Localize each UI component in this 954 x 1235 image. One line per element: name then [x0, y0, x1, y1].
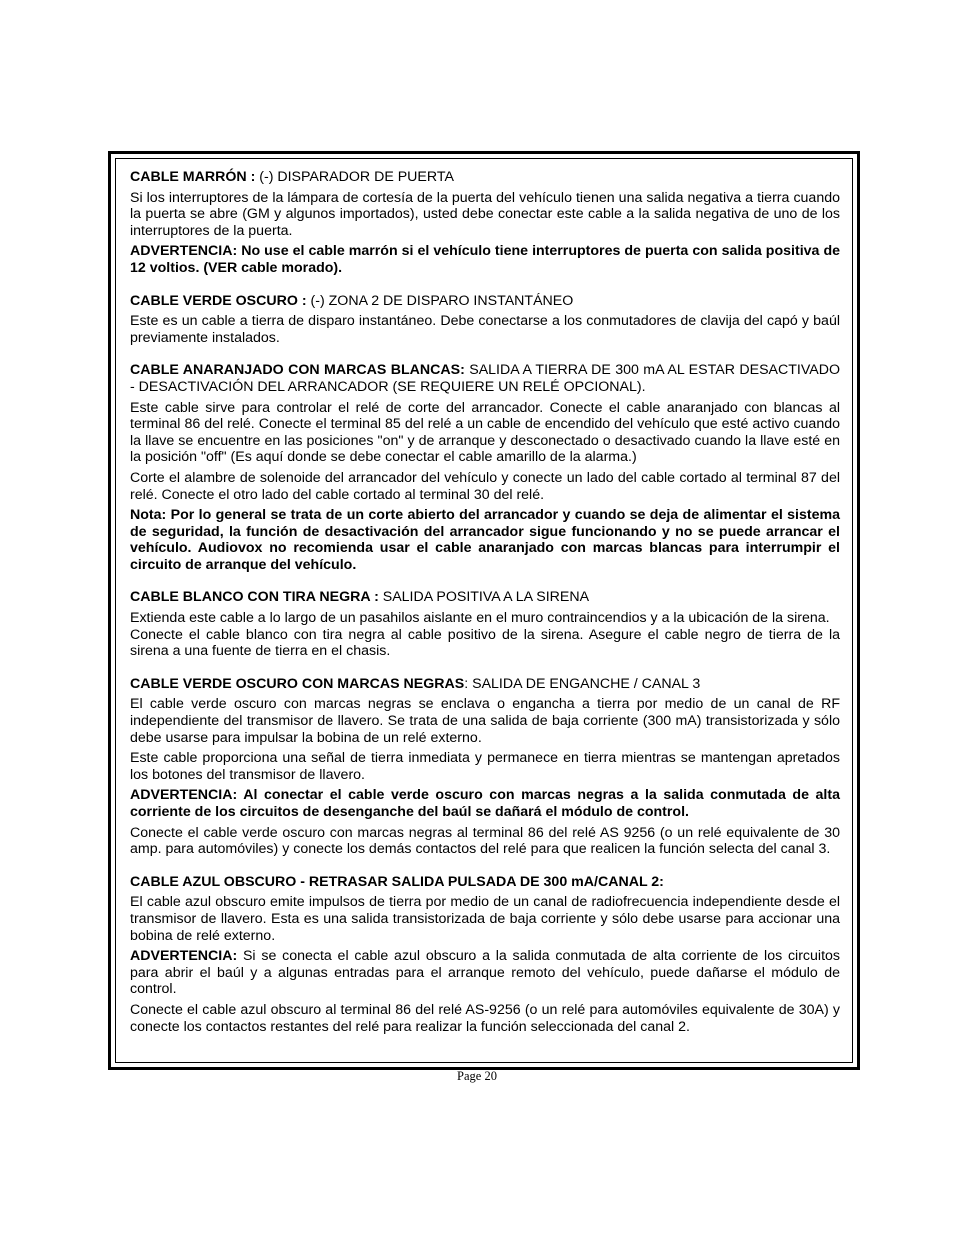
- section-label: CABLE ANARANJADO CON MARCAS BLANCAS:: [130, 362, 465, 379]
- section-label: CABLE VERDE OSCURO CON MARCAS NEGRAS: [130, 675, 465, 692]
- section-body: Este cable sirve para controlar el relé de corte del arrancador. Conecte el cable anaranjado con blancas al terminal 86 del relé. Conecte el terminal 85 del relé a un cable de encendido del vehículo que esté activo cuando la llave se encuentre en las posiciones "on" y de arranque y desconectado o desactivado cuando la llave esté en la posición "off" (Es aquí donde se debe conectar el cable amarillo de la alarma.): [130, 399, 840, 466]
- document-inner-border: [115, 158, 853, 1063]
- section-note: Nota: Por lo general se trata de un corte abierto del arrancador y cuando se deja de alimentar el sistema de seguridad, la función de desactivación del arrancador sigue funcionando y no se puede arrancar el vehículo. Audiovox no recomienda usar el cable anaranjado con marcas blancas para interrumpir el circuito de arranque del vehículo.: [130, 507, 840, 573]
- section-warning: ADVERTENCIA: No use el cable marrón si el vehículo tiene interruptores de puerta con salida positiva de 12 voltios. (VER cable morado).: [130, 243, 840, 276]
- section-heading: [130, 293, 840, 310]
- section-body: Conecte el cable azul obscuro al terminal 86 del relé AS-9256 (o un relé para automóviles equivalente de 30A) y conecte los contactos restantes del relé para realizar la función seleccionada del canal 2.: [130, 1001, 840, 1035]
- section-heading: [130, 589, 840, 606]
- section-brown-cable: [130, 169, 840, 277]
- section-body: El cable verde oscuro con marcas negras se enclava o engancha a tierra por medio de un canal de RF independiente del transmisor de llavero. Se trata de una salida de baja corriente (300 mA) transistorizada y sólo debe usarse para impulsar la bobina de un relé externo.: [130, 696, 840, 746]
- section-label: CABLE MARRÓN :: [130, 169, 256, 185]
- section-body: Conecte el cable blanco con tira negra al cable positivo de la sirena. Asegure el cable negro de tierra de la sirena a una fuente de tierra en el chasis.: [130, 626, 840, 660]
- section-orange-white-cable: [130, 362, 840, 573]
- section-heading: [130, 362, 840, 395]
- section-body: El cable azul obscuro emite impulsos de tierra por medio de un canal de radiofrecuencia independiente desde el transmisor de llavero. Esta es una salida transistorizada de baja corriente y sólo debe usarse para accionar una bobina de relé externo.: [130, 894, 840, 944]
- section-heading: [130, 169, 840, 186]
- section-dark-green-cable: [130, 293, 840, 347]
- section-body: Corte el alambre de solenoide del arrancador del vehículo y conecte un lado del cable cortado al terminal 87 del relé. Conecte el otro lado del cable cortado al terminal 30 del relé.: [130, 469, 840, 503]
- section-label: CABLE VERDE OSCURO :: [130, 292, 307, 309]
- warning-label: ADVERTENCIA:: [130, 948, 238, 965]
- section-body: Si los interruptores de la lámpara de cortesía de la puerta del vehículo tienen una salida negativa a tierra cuando la puerta se abre (GM y algunos importados), usted debe conectar este cable a la salida negativa de uno de los interruptores de la puerta.: [130, 189, 840, 239]
- section-heading: [130, 676, 840, 693]
- section-title: (-) DISPARADOR DE PUERTA: [255, 169, 454, 185]
- section-dark-blue-cable: [130, 874, 840, 1035]
- section-warning: [130, 948, 840, 998]
- section-title: : SALIDA DE ENGANCHE / CANAL 3: [464, 675, 701, 692]
- page-number: Page 20: [457, 1069, 497, 1083]
- warning-text: Si se conecta el cable azul obscuro a la salida conmutada de alta corriente de los circuitos para abrir el baúl y a algunas entradas para el arranque remoto del vehículo, puede dañarse el módulo de control.: [130, 948, 840, 998]
- document-content: [130, 169, 840, 1051]
- section-body: Este es un cable a tierra de disparo instantáneo. Debe conectarse a los conmutadores de clavija del capó y baúl previamente instalados.: [130, 313, 840, 346]
- section-title: SALIDA A TIERRA DE 300 mA AL ESTAR DESACTIVADO - DESACTIVACIÓN DEL ARRANCADOR (SE REQUIERE UN RELÉ OPCIONAL).: [130, 362, 840, 395]
- document-border: [108, 151, 860, 1070]
- section-title: SALIDA POSITIVA A LA SIRENA: [378, 589, 590, 606]
- section-body: Extienda este cable a lo largo de un pasahilos aislante en el muro contraincendios y a la ubicación de la sirena.: [130, 610, 830, 627]
- section-white-black-cable: [130, 589, 840, 659]
- section-dark-green-black-cable: [130, 676, 840, 858]
- section-label: CABLE AZUL OBSCURO - RETRASAR SALIDA PULSADA DE 300 mA/CANAL 2:: [130, 873, 664, 890]
- section-title: (-) ZONA 2 DE DISPARO INSTANTÁNEO: [306, 292, 574, 309]
- section-body: Conecte el cable verde oscuro con marcas negras al terminal 86 del relé AS 9256 (o un relé equivalente de 30 amp. para automóviles) y conecte los demás contactos del relé para que realicen la función selecta del canal 3.: [130, 824, 840, 858]
- section-body: Este cable proporciona una señal de tierra inmediata y permanece en tierra mientras se mantengan apretados los botones del transmisor de llavero.: [130, 750, 840, 783]
- section-label: CABLE BLANCO CON TIRA NEGRA :: [130, 589, 379, 606]
- section-warning: ADVERTENCIA: Al conectar el cable verde oscuro con marcas negras a la salida conmutada de alta corriente de los circuitos de desenganche del baúl se dañará el módulo de control.: [130, 787, 840, 820]
